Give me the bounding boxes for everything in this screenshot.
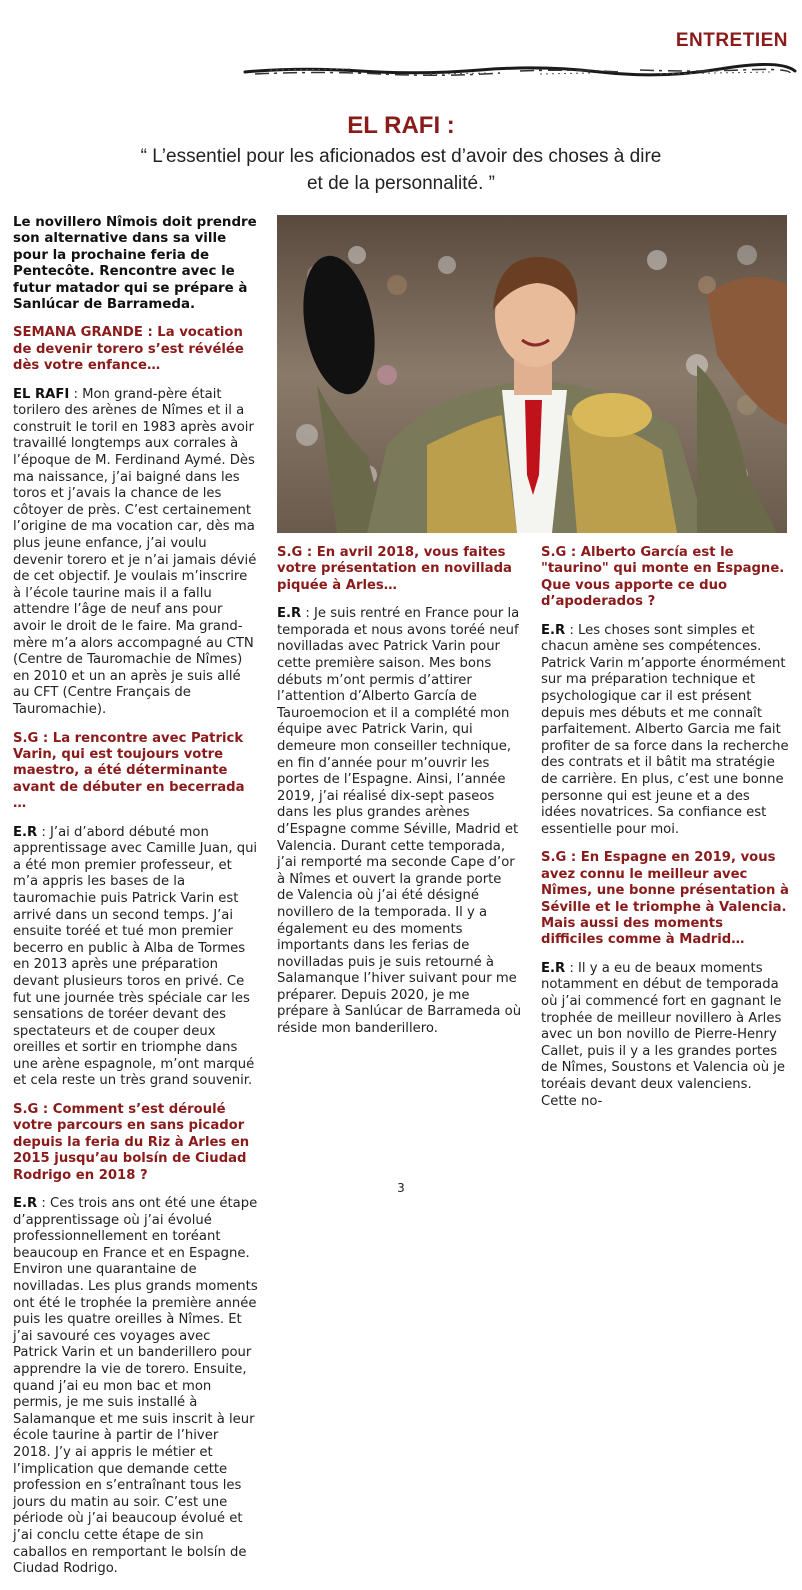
matador-photo <box>277 215 787 533</box>
answer-6-text: : Il y a eu de beaux moments notamment en début de temporada où j’ai commencé fort en gagnant le trophée de meilleur novillero à Arles avec un bon novillo de Pierre-Henry Callet, puis il y a les grandes portes de Nîmes, Soustons et Valencia où je toréais devant deux valenciens. Cette no- <box>541 960 786 1109</box>
question-4: S.G : En avril 2018, vous faites votre présentation en novillada piquée à Arles… <box>277 545 512 593</box>
article-lead: Le novillero Nîmois doit prendre son alternative dans sa ville pour la prochaine feria de Pentecôte. Rencontre avec le futur matador qui se prépare à Sanlúcar de Barrameda. <box>13 215 257 313</box>
page-number: 3 <box>397 1181 405 1195</box>
answer-1 <box>13 387 258 719</box>
section-tag: ENTRETIEN <box>675 30 788 51</box>
question-5: S.G : Alberto García est le "taurino" qui monte en Espagne. Que vous apporte ce duo d’apoderados ? <box>541 545 785 610</box>
answer-6 <box>541 961 789 1110</box>
answer-3-text: : Ces trois ans ont été une étape d’apprentissage où j’ai évolué professionnellement en toréant beaucoup en France et en Espagne. Environ une quarantaine de novilladas. Les plus grands moments ont été le trophée la première année puis les quatre oreilles à Nîmes. Et j’ai savouré ces voyages avec Patrick Varin et un banderillero pour apprendre la vie de torero. Ensuite, quand j’ai eu mon bac et mon permis, je me suis installé à Salamanque et me suis inscrit à leur école taurine à partir de l’hiver 2018. J’y ai appris le métier et l’implication que demande cette profession en s’entraînant tous les jours du matin au soir. C’est une période où j’ai beaucoup évolué et j’ai conclu cette étape de sin caballos en remportant le bolsín de Ciudad Rodrigo. <box>13 1196 258 1577</box>
question-1: SEMANA GRANDE : La vocation de devenir torero s’est révélée dès votre enfance… <box>13 325 244 374</box>
answer-3-speaker: E.R <box>13 1196 38 1212</box>
brush-stroke-divider <box>240 62 800 82</box>
answer-6-speaker: E.R <box>541 960 566 976</box>
column-3 <box>541 545 789 1122</box>
answer-5-speaker: E.R <box>541 622 566 638</box>
column-2 <box>277 545 522 1050</box>
answer-4-text: : Je suis rentré en France pour la temporada et nous avons toréé neuf novilladas avec Patrick Varin pour cette première saison. Mes bons débuts m’ont permis d’attirer l’attention d’Alberto García de Tauroemocion et il a complété mon équipe avec Patrick Varin, qui demeure mon conseiller technique, en fin d’année pour m’ouvrir les portes de l’Espagne. Ainsi, l’année 2019, j’ai réalisé dix-sept paseos dans les plus grandes arènes d’Espagne comme Séville, Madrid et Valencia. Durant cette temporada, j’ai remporté ma seconde Cape d’or à Nîmes et ouvert la grande porte de Valencia où j’ai été désigné novillero de la temporada. Il y a également eu des moments importants dans les ferias de novilladas puis je suis retourné à Salamanque l’hiver suivant pour me préparer. Depuis 2020, je me prépare à Sanlúcar de Barrameda où réside mon banderillero. <box>277 606 522 1037</box>
answer-2 <box>13 825 258 1091</box>
column-1 <box>13 215 258 1590</box>
question-6: S.G : En Espagne en 2019, vous avez connu le meilleur avec Nîmes, une bonne présentation à Séville et le triomphe à Valencia. Mais aussi des moments difficiles comme à Madrid… <box>541 850 789 948</box>
question-3: S.G : Comment s’est déroulé votre parcours en sans picador depuis la feria du Riz à Arles en 2015 jusqu’au bolsín de Ciudad Rodrigo en 2018 ? <box>13 1102 250 1183</box>
answer-3 <box>13 1196 258 1578</box>
answer-5 <box>541 623 789 839</box>
answer-4-speaker: E.R <box>277 606 302 622</box>
answer-5-text: : Les choses sont simples et chacun amène ses compétences. Patrick Varin m’apporte énormément sur ma préparation technique et psychologique car il est présent depuis mes débuts et me connaît parfaitement. Alberto Garcia me fait profiter de sa force dans la recherche des contrats et il bâtit ma stratégie de carrière. En plus, c’est une bonne personne qui est jeune et a des idées novatrices. Sa confiance est essentielle pour moi. <box>541 622 789 837</box>
article-title: EL RAFI : <box>347 112 455 139</box>
answer-4 <box>277 606 522 1037</box>
answer-2-text: : J’ai d’abord débuté mon apprentissage avec Camille Juan, qui a été mon premier professeur, et m’a appris les bases de la tauromachie puis Patrick Varin est arrivé dans un second temps. J’ai ensuite toréé et tué mon premier becerro en public à Alba de Tormes en 2013 après une préparation devant plusieurs toros en privé. Ce fut une journée très spéciale car les sensations de toréer devant des spectateurs et de couper deux oreilles et sortir en triomphe dans une arène espagnole, m’ont marqué et cela reste un très grand souvenir. <box>13 824 258 1089</box>
answer-1-text: : Mon grand-père était torilero des arènes de Nîmes et il a construit le toril en 1983 après avoir travaillé longtemps aux corrales à l’époque de M. Ferdinand Aymé. Dès ma naissance, j’ai baigné dans les toros et j’avais la chance de les côtoyer de près. C’est certainement l’origine de ma vocation car, dès ma plus jeune enfance, j’ai voulu devenir torero et je n’ai jamais dévié de cet objectif. Je voulais m’inscrire à l’école taurine mais il a fallu attendre l’âge de neuf ans pour avoir le droit de le faire. Ma grand-mère m’a alors accompagné au CTN (Centre de Tauromachie de Nîmes) en 2010 et un an après je suis allé au CFT (Centre Français de Tauromachie). <box>13 386 257 717</box>
photo-illustration <box>277 215 787 533</box>
answer-2-speaker: E.R <box>13 824 38 840</box>
answer-1-speaker: EL RAFI <box>13 386 70 402</box>
quote-line-2: et de la personnalité. ” <box>306 173 495 194</box>
quote-line-1: “ L’essentiel pour les aficionados est d’avoir des choses à dire <box>140 146 662 167</box>
question-2: S.G : La rencontre avec Patrick Varin, qui est toujours votre maestro, a été déterminante avant de débuter en becerrada … <box>13 730 245 812</box>
article-quote <box>60 143 742 197</box>
